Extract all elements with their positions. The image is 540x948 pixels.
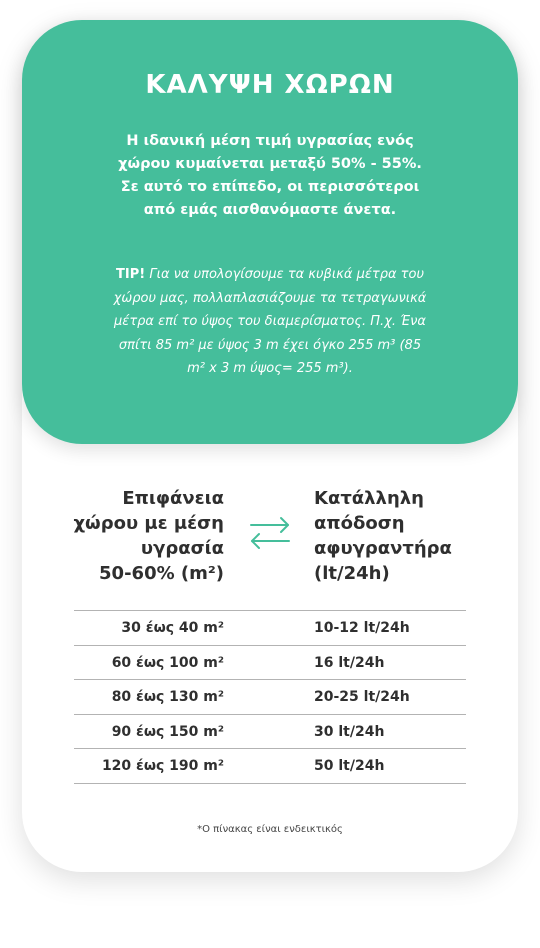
hero-lead-line: Σε αυτό το επίπεδο, οι περισσότεροι — [120, 179, 420, 195]
table-row — [74, 680, 466, 715]
exchange-arrows-icon — [250, 516, 290, 550]
hero-tip-line: σπίτι 85 m² με ύψος 3 m έχει όγκο 255 m³ (85 — [118, 337, 422, 353]
header-line: υγρασία — [140, 538, 224, 559]
header-line: 50-60% (m²) — [99, 563, 224, 584]
dehumidifier-table — [74, 610, 466, 784]
area-cell: 30 έως 40 m² — [121, 620, 224, 636]
area-column-header — [54, 486, 224, 586]
capacity-cell: 30 lt/24h — [314, 723, 385, 740]
area-cell: 120 έως 190 m² — [101, 758, 224, 774]
tip-line-text: Για να υπολογίσουμε τα κυβικά μέτρα του — [145, 267, 424, 282]
header-line: χώρου με μέση — [73, 513, 224, 534]
hero-tip-line: μέτρα επί το ύψος του διαμερίσματος. Π.χ. Ένα — [114, 314, 426, 329]
header-line: αφυγραντήρα — [314, 538, 452, 559]
hero-lead-line: από εμάς αισθανόμαστε άνετα. — [143, 202, 397, 218]
hero-tip-line — [88, 263, 452, 287]
area-cell: 60 έως 100 m² — [111, 654, 224, 671]
capacity-column-header — [314, 486, 474, 586]
coverage-hero-panel — [22, 20, 518, 444]
hero-lead-line: χώρου κυμαίνεται μεταξύ 50% - 55%. — [118, 156, 422, 172]
hero-tip-line: χώρου μας, πολλαπλασιάζουμε τα τετραγωνικά — [113, 290, 427, 306]
capacity-cell: 50 lt/24h — [314, 758, 385, 774]
capacity-cell: 20-25 lt/24h — [314, 689, 410, 705]
table-row — [74, 715, 466, 750]
header-line: Κατάλληλη — [314, 488, 424, 509]
hero-title: ΚΑΛΥΨΗ ΧΩΡΩΝ — [145, 70, 395, 100]
header-line: (lt/24h) — [314, 563, 390, 584]
tip-label: TIP! — [116, 267, 146, 282]
capacity-cell: 10-12 lt/24h — [314, 620, 410, 636]
footnote: *Ο πίνακας είναι ενδεικτικός — [197, 824, 343, 835]
header-line: απόδοση — [314, 513, 405, 534]
capacity-cell: 16 lt/24h — [314, 654, 385, 671]
header-line: Επιφάνεια — [122, 488, 224, 509]
table-row — [74, 749, 466, 784]
hero-lead-line: Η ιδανική μέση τιμή υγρασίας ενός — [126, 133, 414, 149]
hero-tip-text — [88, 263, 452, 381]
hero-lead-text — [92, 130, 448, 222]
area-cell: 80 έως 130 m² — [111, 689, 224, 705]
table-row — [74, 611, 466, 646]
table-row — [74, 646, 466, 681]
hero-tip-line: m² x 3 m ύψος= 255 m³). — [187, 361, 353, 376]
area-cell: 90 έως 150 m² — [111, 723, 224, 740]
